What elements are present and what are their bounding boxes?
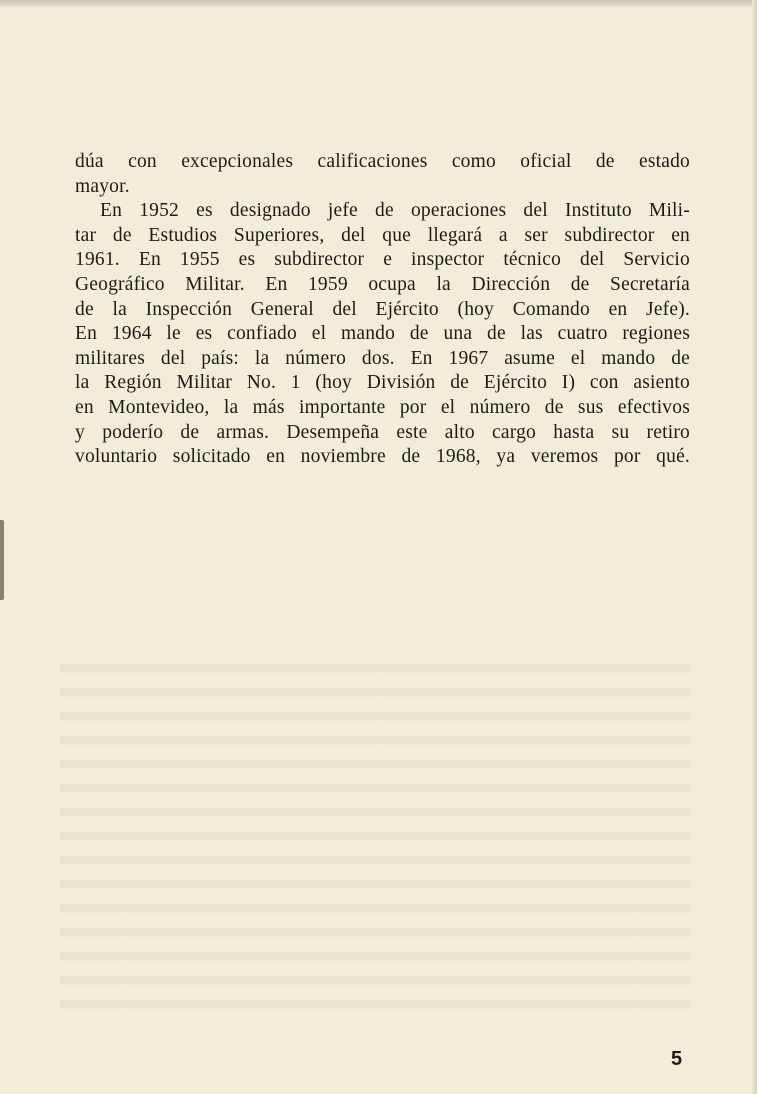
text-line: Geográfico Militar. En 1959 ocupa la Dirección de Secretaría (75, 273, 690, 295)
text-line: mayor. (75, 175, 130, 197)
text-line: En 1952 es designado jefe de operaciones del Instituto Mili- (100, 200, 690, 222)
text-line: de la Inspección General del Ejército (hoy Comando en Jefe). (75, 298, 690, 320)
binding-mark (0, 520, 4, 600)
page-top-edge (0, 0, 757, 7)
page-right-edge (752, 0, 757, 1094)
text-line: dúa con excepcionales calificaciones como oficial de estado (75, 151, 690, 172)
text-line: la Región Militar No. 1 (hoy División de Ejército I) con asiento (75, 372, 690, 394)
text-line: tar de Estudios Superiores, del que llegará a ser subdirector en (75, 224, 690, 246)
text-line: y poderío de armas. Desempeña este alto cargo hasta su retiro (75, 421, 690, 443)
text-line: militares del país: la número dos. En 1967 asume el mando de (75, 347, 690, 369)
body-text (75, 150, 690, 470)
text-line: En 1964 le es confiado el mando de una de las cuatro regiones (75, 323, 690, 345)
text-line: en Montevideo, la más importante por el número de sus efectivos (75, 396, 690, 418)
text-line: voluntario solicitado en noviembre de 1968, ya veremos por qué. (75, 446, 690, 468)
page-number: 5 (671, 1048, 683, 1070)
text-line: 1961. En 1955 es subdirector e inspector técnico del Servicio (75, 249, 690, 271)
show-through-text (60, 650, 690, 1010)
